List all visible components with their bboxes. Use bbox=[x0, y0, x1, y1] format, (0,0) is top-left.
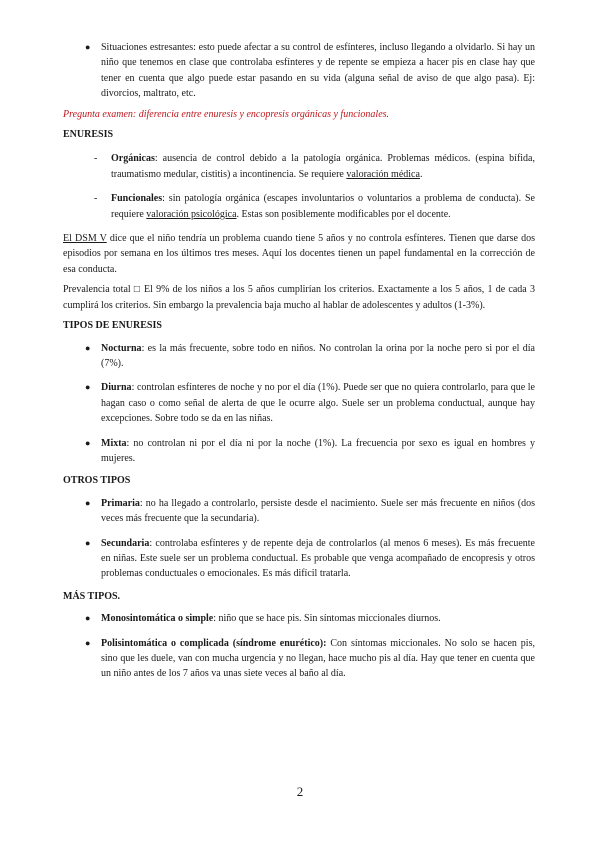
mas-term: Polisintomática o complicada (síndrome enurético): bbox=[101, 637, 327, 649]
bullet-icon: ● bbox=[85, 342, 91, 353]
organicas-end: . bbox=[419, 168, 423, 180]
otros-item-secundaria bbox=[63, 536, 535, 582]
tipos-text: : es la más frecuente, sobre todo en niños. No controlan la orina por la noche pero si por el día (7%). bbox=[101, 342, 535, 369]
valoracion-medica-link[interactable]: valoración médica bbox=[346, 168, 420, 180]
organicas-item bbox=[63, 151, 535, 182]
otros-item-primaria bbox=[63, 496, 535, 527]
tipos-term: Nocturna bbox=[101, 342, 142, 354]
tipos-item-mixta bbox=[63, 436, 535, 467]
otros-text: : controlaba esfínteres y de repente deja de controlarlos (al menos 6 meses). Es más frecuente en niñas. Este suele ser un problema conductual. Es probable que venga acompañado de encopresis y otros problemas conductuales o emocionales. Es más difícil tratarla. bbox=[101, 537, 535, 580]
bullet-icon: ● bbox=[85, 497, 91, 508]
tipos-text: : no controlan ni por el día ni por la noche (1%). La frecuencia por sexo es igual en hombres y mujeres. bbox=[101, 437, 535, 464]
tipos-item-nocturna bbox=[63, 341, 535, 372]
dash-icon: - bbox=[94, 153, 98, 165]
mas-heading: MÁS TIPOS. bbox=[63, 590, 121, 602]
tipos-heading: TIPOS DE ENURESIS bbox=[63, 320, 162, 332]
page-number: 2 bbox=[296, 784, 304, 799]
mas-item-polisintomatica bbox=[63, 636, 535, 682]
bullet-icon: ● bbox=[85, 537, 91, 548]
bullet-icon: ● bbox=[85, 42, 91, 52]
prevalencia-paragraph: Prevalencia total □ El 9% de los niños a los 5 años cumplirían los criterios. Exactamente a los 5 años, 1 de cada 3 cumplirá los criterios. Sin embargo la prevalencia baja mucho al hablar de adolescentes y adultos (1-3%). bbox=[63, 284, 535, 311]
funcionales-item bbox=[63, 191, 535, 222]
mas-text: : niño que se hace pis. Sin síntomas miccionales diurnos. bbox=[213, 613, 441, 625]
tipos-term: Mixta bbox=[101, 437, 127, 449]
bullet-icon: ● bbox=[85, 437, 91, 448]
organicas-term: Orgánicas bbox=[111, 153, 155, 165]
tipos-term: Diurna bbox=[101, 382, 132, 394]
dsm-text: dice que el niño tendría un problema cuando tiene 5 años y no controla esfínteres. Tienen que darse dos episodios por semana en los últimos tres meses. Aquí los docentes tienen un papel fundamental en la corrección de esa conducta. bbox=[63, 233, 535, 275]
enuresis-heading: ENURESIS bbox=[63, 129, 114, 141]
dsm-link[interactable]: El DSM V bbox=[63, 233, 107, 245]
otros-heading: OTROS TIPOS bbox=[63, 475, 131, 487]
bullet-icon: ● bbox=[85, 637, 91, 648]
funcionales-end: . Estas son posiblemente modificables por el docente. bbox=[236, 208, 451, 220]
valoracion-psicologica-link[interactable]: valoración psicológica bbox=[146, 208, 237, 220]
intro-bullet bbox=[63, 40, 535, 102]
intro-text: Situaciones estresantes: esto puede afectar a su control de esfínteres, incluso llegando a olvidarlo. Si hay un niño que tenemos en clase que controlaba esfínteres y de repente se empieza a hacer pis en clase hay que tener en cuenta que algo puede estar pasando en su vida (alguna señal de aviso de que algo pasa). Ej: divorcios, maltrato, etc. bbox=[101, 42, 535, 100]
funcionales-text: : sin patología orgánica (escapes involuntarios o voluntarios a problema de conducta). Se requiere bbox=[111, 193, 535, 220]
funcionales-term: Funcionales bbox=[111, 193, 163, 205]
dash-icon: - bbox=[94, 193, 98, 205]
tipos-text: : controlan esfínteres de noche y no por el día (1%). Puede ser que no quiera controlarlo, para que le hagan caso o como señal de alerta de que le ocurre algo. Suele ser un problema conductual, aunque hay excepciones. Sobre todo se da en las niñas. bbox=[101, 382, 535, 425]
otros-term: Secundaria bbox=[101, 537, 150, 549]
otros-term: Primaria bbox=[101, 497, 140, 509]
mas-text: Con síntomas miccionales. No solo se hacen pis, sino que les duele, van con mucha urgencia y no llegan, hace mucho pis al día. Hay que tener en cuenta que un niño antes de los 7 años va unas siete veces al baño al día. bbox=[101, 637, 535, 680]
tipos-item-diurna bbox=[63, 380, 535, 426]
page-content bbox=[63, 40, 535, 682]
mas-item-monosintomatica bbox=[63, 611, 535, 626]
exam-question: Pregunta examen: diferencia entre enuresis y encopresis orgánicas y funcionales. bbox=[63, 108, 390, 120]
bullet-icon: ● bbox=[85, 613, 91, 624]
organicas-text: : ausencia de control debido a la patología orgánica. Problemas médicos. (espina bífida, traumatismo medular, cistitis) a incontinencia. Se requiere bbox=[111, 153, 535, 180]
otros-text: : no ha llegado a controlarlo, persiste desde el nacimiento. Suele ser más frecuente en niños (dos veces más frecuente que la secundaria). bbox=[101, 497, 535, 525]
mas-term: Monosintomática o simple bbox=[101, 613, 214, 625]
dsm-paragraph bbox=[63, 231, 535, 277]
bullet-icon: ● bbox=[85, 382, 91, 393]
